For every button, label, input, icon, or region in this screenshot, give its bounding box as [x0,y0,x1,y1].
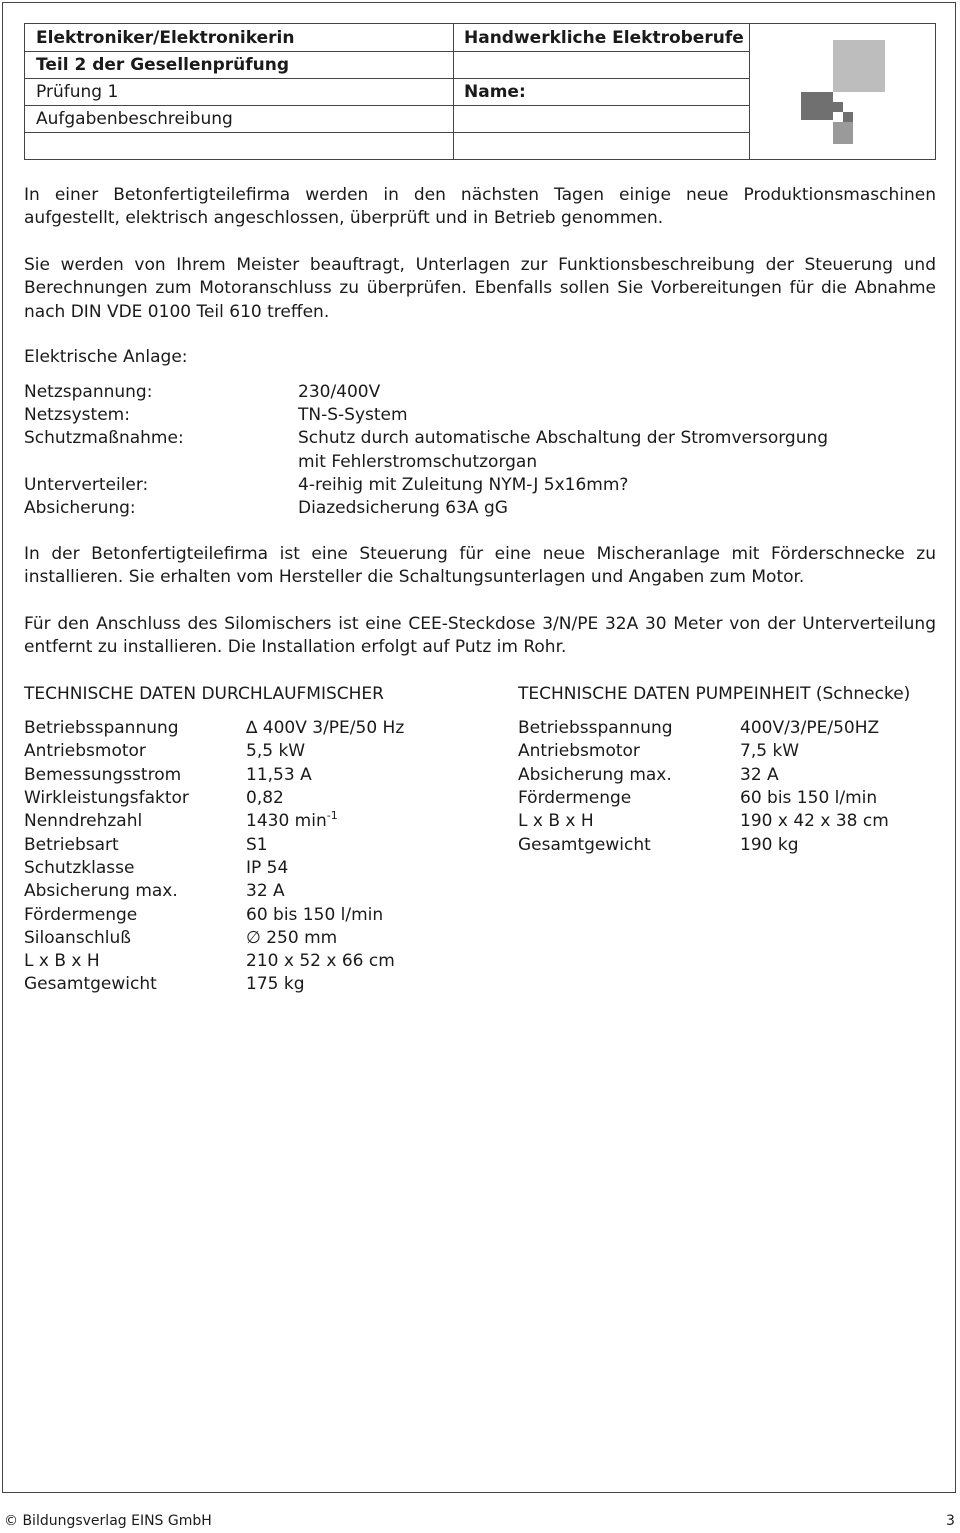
pump-heading: TECHNISCHE DATEN PUMPEINHEIT (Schnecke) [518,684,911,704]
mixer-value: 210 x 52 x 66 cm [246,951,395,971]
intro-paragraph-1: In einer Betonfertigteilefirma werden in den nächsten Tagen einige neue Produktionsmaschinen aufgestellt, elektrisch angeschlossen, überprüft und in Betrieb genommen. [24,185,936,229]
installation-value: Schutz durch automatische Abschaltung der Stromversorgung [298,428,829,448]
document-type-label: Aufgabenbeschreibung [36,109,233,129]
task-paragraph-2: Für den Anschluss des Silomischers ist eine CEE-Steckdose 3/N/PE 32A 30 Meter von der Unterverteilung entfernt zu installieren. Die Installation erfolgt auf Putz im Rohr. [24,614,936,658]
pump-key: L x B x H [518,811,594,831]
mixer-value: IP 54 [246,858,289,878]
installation-heading: Elektrische Anlage: [24,347,188,367]
header-table [24,23,936,160]
pump-value: 60 bis 150 l/min [740,788,878,808]
mixer-heading: TECHNISCHE DATEN DURCHLAUFMISCHER [24,684,384,704]
pump-value: 400V/3/PE/50HZ [740,718,880,738]
mixer-key: Gesamtgewicht [24,974,157,994]
mixer-value: 5,5 kW [246,741,306,761]
mixer-key: Nenndrehzahl [24,811,143,831]
mixer-key: Fördermenge [24,905,138,925]
pump-value: 190 kg [740,835,799,855]
page-number: 3 [946,1513,955,1529]
mixer-value: ∆ 400V 3/PE/50 Hz [246,718,405,738]
mixer-key: Absicherung max. [24,881,178,901]
pump-key: Gesamtgewicht [518,835,651,855]
pump-key: Absicherung max. [518,765,672,785]
diameter-icon: ∅ [246,928,267,948]
installation-value: 230/400V [298,382,381,402]
publisher-logo [801,40,891,146]
mixer-key: Antriebsmotor [24,741,146,761]
installation-value: 4-reihig mit Zuleitung NYM-J 5x16mm? [298,475,629,495]
mixer-value: 175 kg [246,974,305,994]
installation-key: Unterverteiler: [24,475,149,495]
task-paragraph-1: In der Betonfertigteilefirma ist eine Steuerung für eine neue Mischeranlage mit Förderschnecke zu installieren. Sie erhalten vom Hersteller die Schaltungsunterlagen und Angaben zum Motor. [24,544,936,588]
pump-key: Fördermenge [518,788,632,808]
field-label: Handwerkliche Elektroberufe [464,28,744,48]
mixer-value: ∅ 250 mm [246,928,338,948]
mixer-key: L x B x H [24,951,100,971]
pump-key: Antriebsmotor [518,741,640,761]
installation-key: Absicherung: [24,498,136,518]
pump-value: 32 A [740,765,779,785]
exponent: -1 [326,809,338,822]
installation-value: Diazedsicherung 63A gG [298,498,508,518]
mixer-value: 11,53 A [246,765,312,785]
name-label: Name: [464,82,526,102]
pump-key: Betriebsspannung [518,718,673,738]
publisher-copyright: © Bildungsverlag EINS GmbH [4,1513,212,1529]
mixer-key: Wirkleistungsfaktor [24,788,189,808]
mixer-value: 32 A [246,881,285,901]
occupation-label: Elektroniker/Elektronikerin [36,28,295,48]
pump-value: 7,5 kW [740,741,800,761]
installation-value: TN-S-System [298,405,408,425]
exam-number-label: Prüfung 1 [36,82,119,102]
installation-value: mit Fehlerstromschutzorgan [298,452,538,472]
mixer-key: Schutzklasse [24,858,135,878]
installation-key: Netzsystem: [24,405,130,425]
mixer-key: Betriebsart [24,835,119,855]
mixer-value: 1430 $\min^{-1}$ [246,809,338,831]
installation-key: Netzspannung: [24,382,153,402]
mixer-key: Betriebsspannung [24,718,179,738]
mixer-value: S1 [246,835,268,855]
installation-key: Schutzmaßnahme: [24,428,184,448]
intro-paragraph-2: Sie werden von Ihrem Meister beauftragt, Unterlagen zur Funktionsbeschreibung der Steuerung und Berechnungen zum Motoranschluss zu überprüfen. Ebenfalls sollen Sie Vorbereitungen für die Abnahme nach DIN VDE 0100 Teil 610 treffen. [24,255,936,322]
delta-icon: ∆ [246,718,263,738]
mixer-value: 60 bis 150 l/min [246,905,384,925]
exam-part-label: Teil 2 der Gesellenprüfung [36,55,290,75]
pump-value: 190 x 42 x 38 cm [740,811,889,831]
mixer-value: 0,82 [246,788,284,808]
mixer-key: Bemessungsstrom [24,765,182,785]
mixer-key: Siloanschluß [24,928,132,948]
